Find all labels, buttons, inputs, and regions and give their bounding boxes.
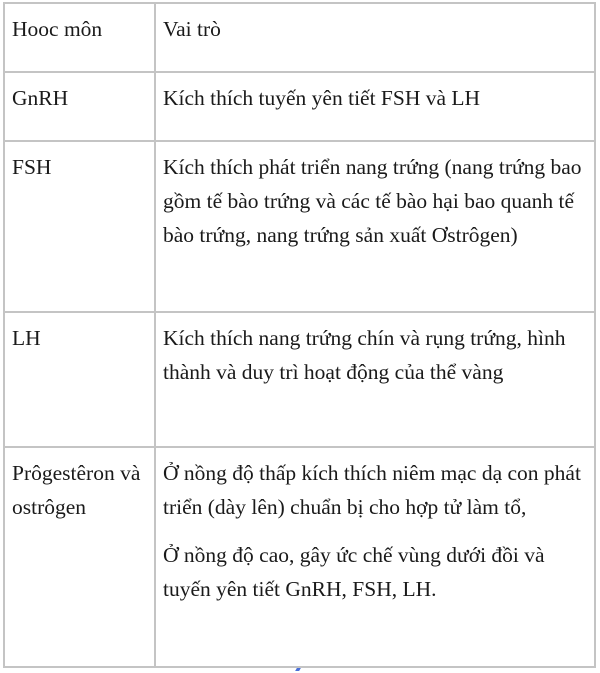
role-cell [155,447,595,667]
cursor-mark-artifact [295,668,301,671]
role-text-high-concentration: Ở nồng độ cao, gây ức chế vùng dưới đồi và tuyến yên tiết GnRH, FSH, LH. [163,543,545,601]
role-text-low-concentration: Ở nồng độ thấp kích thích niêm mạc dạ con phát triển (dày lên) chuẩn bị cho hợp tử làm tổ, [163,461,581,519]
role-text: Kích thích nang trứng chín và rụng trứng, hình thành và duy trì hoạt động của thể vàng [163,326,566,384]
table-header-row [4,3,595,72]
role-cell [155,312,595,447]
hormone-cell: GnRH [4,72,155,141]
table-row [4,141,595,312]
hormone-cell: Prôgestêron và ostrôgen [4,447,155,667]
role-text: Kích thích phát triển nang trứng (nang trứng bao gồm tế bào trứng và các tế bào hại bao quanh tế bào trứng, nang trứng sản xuất Ơstrôgen) [163,155,582,247]
role-cell [155,72,595,141]
hormone-cell: FSH [4,141,155,312]
table-row [4,312,595,447]
header-hormone: Hooc môn [4,3,155,72]
hormone-role-table [3,2,596,668]
hormone-cell: LH [4,312,155,447]
role-cell [155,141,595,312]
table-row [4,447,595,667]
table-row [4,72,595,141]
header-role: Vai trò [155,3,595,72]
role-text: Kích thích tuyến yên tiết FSH và LH [163,86,481,110]
